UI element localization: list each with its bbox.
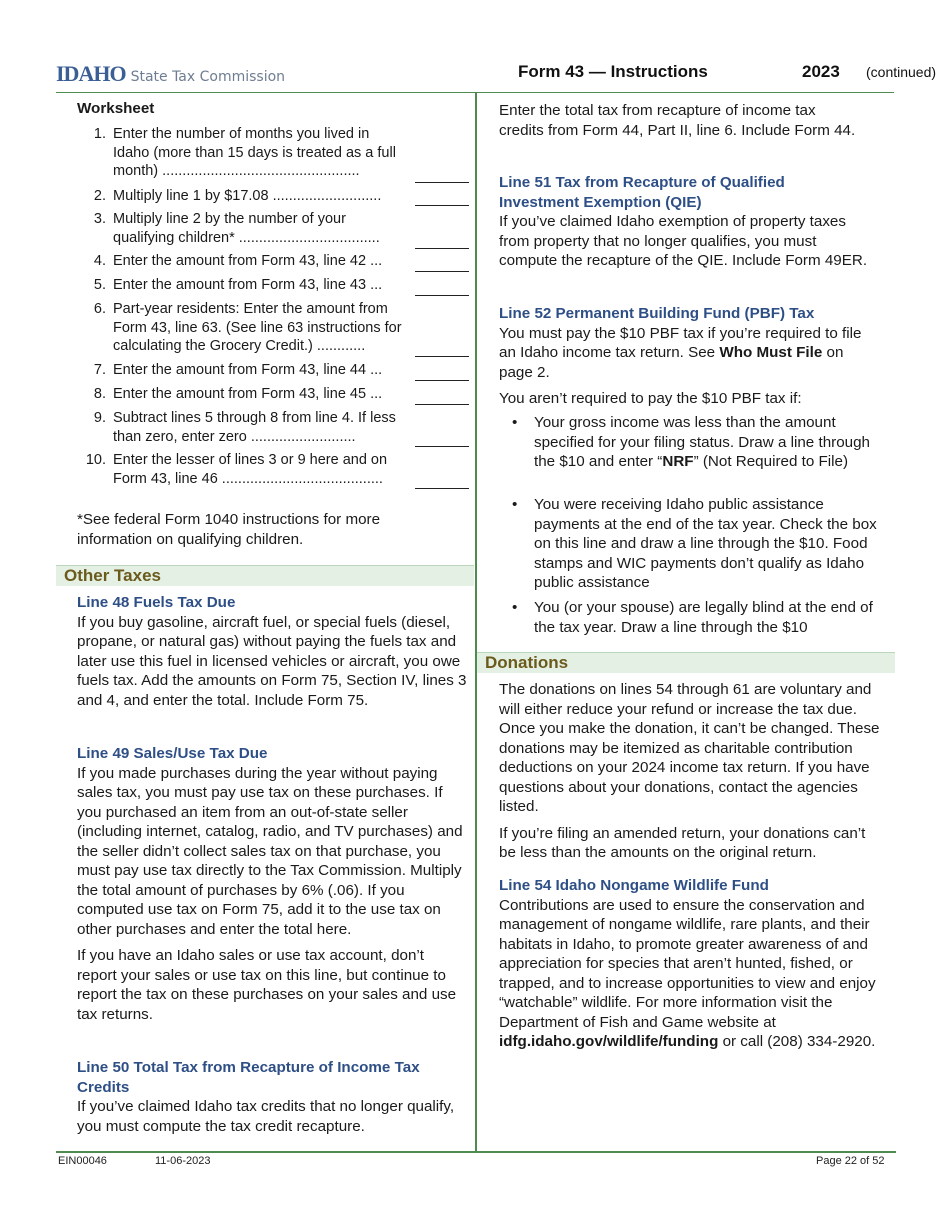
line49-heading: Line 49 Sales/Use Tax Due <box>77 745 268 762</box>
section-heading: Other Taxes <box>64 566 162 585</box>
bullet-icon: • <box>512 599 518 616</box>
donations-amended-note: If you’re filing an amended return, your donations can’t be less than the amounts on the original return. <box>499 824 866 861</box>
line54-text <box>499 896 881 1052</box>
bullet-icon: • <box>512 496 518 513</box>
bullet-text: You (or your spouse) are legally blind at the end of the tax year. Draw a line through the $10 <box>534 599 873 636</box>
logo-idaho-wordmark: IDAHO <box>56 61 126 86</box>
column-divider <box>475 92 477 1152</box>
line49-block <box>77 744 467 1024</box>
worksheet-item-text: Enter the amount from Form 43, line 45 ... <box>113 386 383 402</box>
line52-text <box>499 324 879 383</box>
form-title: Form 43 — Instructions <box>518 62 708 81</box>
worksheet-item-number: 10. <box>85 452 106 468</box>
footer-date: 11-06-2023 <box>155 1155 211 1167</box>
who-must-file-ref: Who Must File <box>719 344 823 361</box>
worksheet-item-text: Multiply line 1 by $17.08 ........................... <box>113 188 382 204</box>
line54-text-part: Contributions are used to ensure the conservation and management of nongame wildlife, rare plants, and their habitats in Idaho, to promote greater awareness of and appreciation for species that aren’t hunted, fished, or trapped, and to increase opportunities to view and enjoy “watchable” wildlife. For more information visit the Department of Fish and Game website at <box>499 896 876 1031</box>
donations-block <box>499 680 881 863</box>
worksheet-item-text: Enter the amount from Form 43, line 44 ... <box>113 362 383 378</box>
logo-agency-name: State Tax Commission <box>130 69 286 85</box>
line52-heading: Line 52 Permanent Building Fund (PBF) Tax <box>499 305 815 322</box>
worksheet-answer-line <box>415 248 469 249</box>
worksheet-answer-line <box>415 356 469 357</box>
donations-intro: The donations on lines 54 through 61 are voluntary and will either reduce your refund or increase the tax due. Once you make the donation, it can’t be changed. These donations may be itemized as charitable contribution deductions on your 2024 income tax return. If you have questions about your donations, contact the agencies listed. <box>499 681 880 815</box>
line52-intro: You aren’t required to pay the $10 PBF tax if: <box>499 390 802 407</box>
page-header <box>56 60 937 93</box>
section-other-taxes <box>56 565 474 586</box>
line54-block <box>499 876 881 1052</box>
line50-text: If you’ve claimed Idaho tax credits that no longer qualify, you must compute the tax credit recapture. <box>77 1098 455 1135</box>
line48-block <box>77 593 467 710</box>
line51-text: If you’ve claimed Idaho exemption of property taxes from property that no longer qualifies, you must compute the recapture of the QIE. Include Form 49ER. <box>499 213 868 269</box>
worksheet-answer-line <box>415 295 469 296</box>
worksheet-item-text: Subtract lines 5 through 8 from line 4. If less than zero, enter zero .......................... <box>113 410 396 445</box>
worksheet-item-number: 9. <box>93 410 106 426</box>
worksheet-item-number: 5. <box>93 277 106 293</box>
continued-label: (continued) <box>866 64 937 80</box>
line54-text-part: or call (208) 334-2920. <box>718 1033 876 1050</box>
bullet-text-part: ” (Not Required to File) <box>693 453 849 470</box>
worksheet-answer-line <box>415 446 469 447</box>
worksheet-item-number: 8. <box>93 386 106 402</box>
form-year: 2023 <box>802 62 840 81</box>
line48-heading: Line 48 Fuels Tax Due <box>77 594 236 611</box>
worksheet-answer-line <box>415 404 469 405</box>
line49-text-2: If you have an Idaho sales or use tax account, don’t report your sales or use tax on this line, but continue to report the tax on these purchases on your sales and use tax returns. <box>77 947 457 1023</box>
footer-rule <box>56 1151 896 1153</box>
wildlife-funding-link[interactable]: idfg.idaho.gov/wildlife/funding <box>499 1033 719 1050</box>
line49-text: If you made purchases during the year without paying sales tax, you must pay use tax on these purchases. If you purchased an item from an out-of-state seller (including internet, catalog, radio, and TV purchases) and the seller didn’t collect sales tax on that purchase, you must pay use tax directly to the Tax Commission. Multiply the total amount of purchases by 6% (.06). If you computed use tax on Form 75, add it to the use tax on other purchases and enter the total here. <box>77 764 463 938</box>
bullet-text-part: Your gross income was less than the amount specified for your filing status. Draw a line through the $10 and enter “ <box>534 414 870 470</box>
footer-form-code: EIN00046 <box>58 1155 107 1167</box>
line54-heading: Line 54 Idaho Nongame Wildlife Fund <box>499 877 769 894</box>
line50-block <box>77 1058 467 1136</box>
worksheet-item-text: Enter the number of months you lived in Idaho (more than 15 days is treated as a full month) ................................................. <box>113 126 396 179</box>
worksheet-answer-line <box>415 205 469 206</box>
worksheet-footnote: *See federal Form 1040 instructions for more information on qualifying children. <box>77 511 381 548</box>
line51-heading: Line 51 Tax from Recapture of Qualified Investment Exemption (QIE) <box>499 174 785 211</box>
worksheet-item-text: Part-year residents: Enter the amount from Form 43, line 63. (See line 63 instructions for calculating the Grocery Credit.) ............ <box>113 301 402 354</box>
worksheet-item-text: Enter the amount from Form 43, line 42 ... <box>113 253 383 269</box>
worksheet-item-number: 2. <box>93 188 106 204</box>
bullet-text: You were receiving Idaho public assistance payments at the end of the tax year. Check the box on this line and draw a line through the $10. Food stamps and WIC payments don’t qualify as Idaho public assistance <box>534 496 877 591</box>
worksheet-item-number: 4. <box>93 253 106 269</box>
bullet-text <box>534 413 879 472</box>
worksheet-item-number: 1. <box>93 126 106 142</box>
nrf-label: NRF <box>662 453 694 470</box>
section-heading: Donations <box>485 653 569 672</box>
worksheet-answer-line <box>415 380 469 381</box>
worksheet-item-text: Multiply line 2 by the number of your qualifying children* ................................... <box>113 211 380 246</box>
bullet-icon: • <box>512 414 518 431</box>
line48-text: If you buy gasoline, aircraft fuel, or special fuels (diesel, propane, or natural gas) without paying the fuels tax and later use this fuel in licensed vehicles or aircraft, you owe fuels tax. Add the amounts on Form 75, Section IV, lines 3 and 4, and enter the total. Include Form 75. <box>77 613 467 709</box>
line50-heading: Line 50 Total Tax from Recapture of Income Tax Credits <box>77 1059 420 1096</box>
worksheet-title: Worksheet <box>77 100 155 117</box>
idaho-tax-commission-logo <box>56 61 285 87</box>
line52-text-part: You must pay the $10 PBF tax if you’re required to file an Idaho income tax return. See <box>499 324 862 361</box>
section-donations <box>477 652 895 673</box>
line52-text-part: on page 2. <box>499 344 844 381</box>
worksheet-answer-line <box>415 488 469 489</box>
worksheet-item-number: 3. <box>93 211 106 227</box>
worksheet-item-text: Enter the lesser of lines 3 or 9 here and on Form 43, line 46 ........................................ <box>113 452 388 487</box>
worksheet-item-text: Enter the amount from Form 43, line 43 ... <box>113 277 383 293</box>
footer-page-number: Page 22 of 52 <box>816 1155 885 1167</box>
worksheet-item-number: 6. <box>93 301 106 317</box>
line51-block <box>499 173 869 271</box>
worksheet-item-number: 7. <box>93 362 106 378</box>
line50-continued: Enter the total tax from recapture of income tax credits from Form 44, Part II, line 6. Include Form 44. <box>499 102 856 139</box>
worksheet-answer-line <box>415 182 469 183</box>
line52-block <box>499 304 879 409</box>
worksheet-answer-line <box>415 271 469 272</box>
